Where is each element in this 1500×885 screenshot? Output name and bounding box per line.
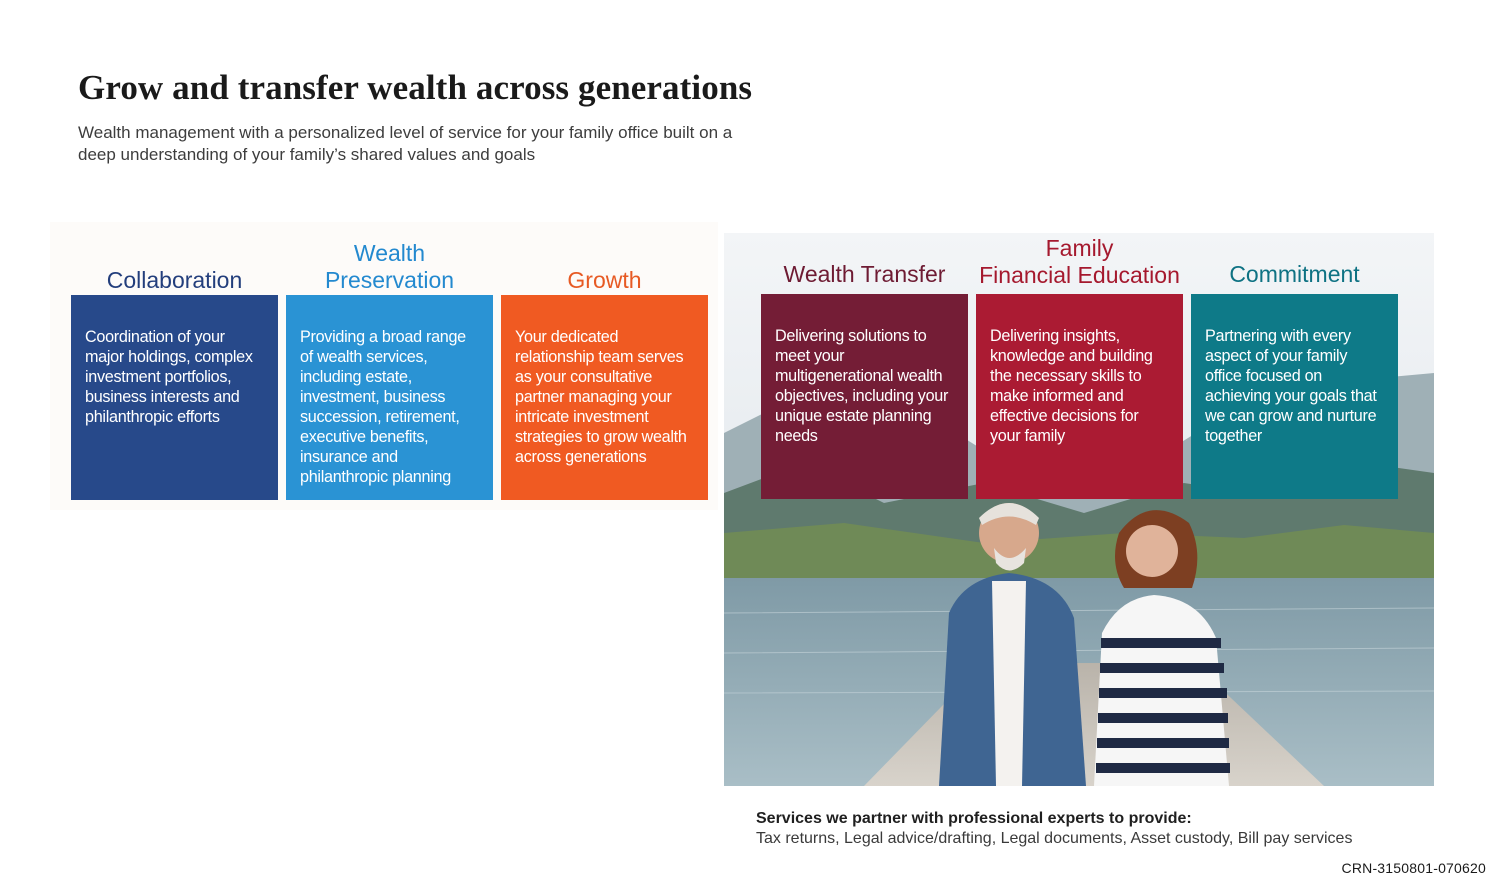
pillar-heading-wealth-preservation: Wealth Preservation	[324, 240, 455, 293]
pillar-wealth-preservation	[286, 222, 493, 500]
pillar-heading-wealth-transfer: Wealth Transfer	[783, 261, 946, 287]
couple-lake-photo	[724, 233, 1434, 786]
pillar-box-growth	[501, 295, 708, 500]
pillar-text-commitment: Partnering with every aspect of your family office focused on achieving your goals that we can grow and nurture together	[1205, 327, 1377, 445]
pillar-heading-collaboration: Collaboration	[106, 267, 243, 293]
pillar-box-commitment	[1191, 294, 1398, 499]
pillar-text-family-financial-education: Delivering insights, knowledge and building the necessary skills to make informed and effective decisions for your family	[990, 327, 1153, 445]
pillar-growth	[501, 222, 708, 500]
crn-code: CRN-3150801-070620	[1341, 860, 1486, 876]
left-pillars-panel	[50, 222, 718, 510]
page-subtitle: Wealth management with a personalized level of service for your family office built on a deep understanding of your family’s shared values and goals	[78, 123, 733, 164]
pillar-heading-family-financial-education: Family Financial Education	[979, 235, 1180, 288]
pillar-box-wealth-transfer	[761, 294, 968, 499]
partner-services	[756, 809, 1456, 849]
pillar-text-growth: Your dedicated relationship team serves as your consultative partner managing your intricate investment strategies to grow wealth across generations	[515, 328, 687, 466]
page-title: Grow and transfer wealth across generations	[78, 68, 753, 107]
pillar-box-wealth-preservation	[286, 295, 493, 500]
pillar-text-wealth-transfer: Delivering solutions to meet your multigenerational wealth objectives, including your unique estate planning needs	[775, 327, 949, 445]
services-heading: Services we partner with professional experts to provide:	[756, 810, 1192, 827]
pillar-collaboration	[71, 222, 278, 500]
pillar-box-collaboration	[71, 295, 278, 500]
pillar-heading-growth: Growth	[567, 267, 642, 293]
pillar-heading-commitment: Commitment	[1229, 261, 1360, 287]
pillar-text-wealth-preservation: Providing a broad range of wealth services, including estate, investment, business succession, retirement, executive benefits, insurance and philanthropic planning	[300, 328, 466, 486]
services-list: Tax returns, Legal advice/drafting, Legal documents, Asset custody, Bill pay services	[756, 830, 1353, 847]
pillar-text-collaboration: Coordination of your major holdings, complex investment portfolios, business interests and philanthropic efforts	[85, 328, 253, 426]
pillar-box-family-financial-education	[976, 294, 1183, 499]
